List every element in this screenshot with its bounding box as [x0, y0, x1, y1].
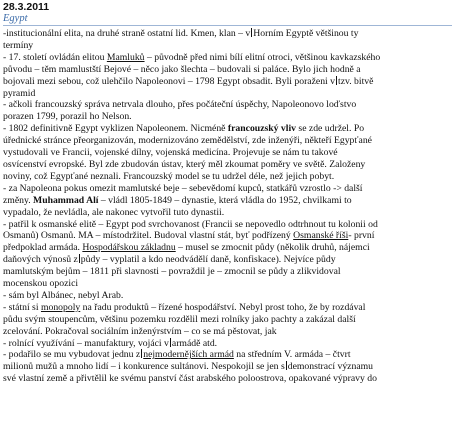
cursor-mark [170, 338, 171, 347]
text-run: – musel se zmocnit půdy (několik druhů, nájemci [175, 242, 370, 254]
text-line [3, 76, 452, 88]
text-run: mocenskou opozici [3, 278, 79, 290]
text-line [3, 195, 452, 207]
text-run: – původně před nimi bílí elitní otroci, většinou kavkazského [144, 51, 381, 63]
text-run: - 17. století ovládán elitou [3, 51, 107, 63]
text-line [3, 171, 452, 183]
text-line [3, 28, 452, 40]
text-run: termíny [3, 39, 34, 51]
text-line [3, 147, 452, 159]
title-heading: Egypt [3, 13, 452, 26]
text-line [3, 302, 452, 314]
text-line [3, 183, 452, 195]
text-run: zcelování. Pokračoval sociálním inženýrstvím – co se má pěstovat, jak [3, 325, 277, 337]
bold-text: francouzský vliv [227, 123, 296, 135]
text-run: mamlutským bejům – 1811 při slavnosti – povraždil je – zmocnil se půdy a zlikvidoval [3, 266, 341, 278]
text-line [3, 111, 452, 123]
text-run: milionů mužů a mnoho lidí – i konkurence sultánovi. Nespokojil se jen s [3, 361, 285, 373]
notes-body [3, 28, 452, 385]
underlined-text: monopoly [40, 301, 81, 313]
text-run: úřednické stránce přeorganizován, modernizováno zemědělství, zde inženýři, někteří Egypťané [3, 135, 372, 147]
document-page [0, 1, 455, 435]
text-line [3, 242, 452, 254]
text-line [3, 266, 452, 278]
text-run: - rolnící využívání – manufaktury, vojáci v [3, 337, 169, 349]
text-line [3, 52, 452, 64]
text-run: předpoklad armáda. [3, 242, 83, 254]
text-line [3, 230, 452, 242]
text-run: - první [348, 230, 375, 242]
text-line [3, 338, 452, 350]
text-line [3, 159, 452, 171]
text-run: na středním V. armáda – čtvrt [233, 349, 351, 361]
underlined-text: Hospodářskou základnu [82, 242, 176, 254]
underlined-text: nejmodernějších armád [143, 349, 234, 361]
text-run: původu – těm mamlustští Bejové – něco jako šlechta – budovali si paláce. Bylo jich hodně a [3, 63, 361, 75]
text-line [3, 373, 452, 385]
text-run: daňových výnosů z [3, 254, 78, 266]
text-run: své vlastní země a přivtělil ke svému panství část arabského poloostrova, opakované výpravy do [3, 373, 377, 385]
text-line [3, 64, 452, 76]
text-line [3, 99, 452, 111]
text-run: - podařilo se mu vybudovat jednu z [3, 349, 141, 361]
text-run: vypadalo, že nevládla, ale nakonec vytvořil tuto dynastii. [3, 206, 225, 218]
text-run: - 1802 definitivně Egypt vyklizen Napoleonem. Nicméně [3, 123, 228, 135]
text-line [3, 88, 452, 100]
text-run: noviny, což Egypťané neznali. Francouzský model se tu udržel déle, než jejich pobyt. [3, 170, 335, 182]
underlined-text: Mamluků [106, 51, 145, 63]
text-run: -institucionální elita, na druhé straně ostatní lid. Kmen, klan – v [3, 28, 251, 39]
cursor-mark [286, 361, 287, 370]
text-line [3, 349, 452, 361]
text-run: Osmanů) Osmanů. MA – místodržitel. Budoval vlastní stát, byť podřízený [3, 230, 294, 242]
text-run: - patřil k osmanské elitě – Egypt pod svrchovanost (Francii se nepovedlo odtrhnout tu kolonii od [3, 218, 378, 230]
text-run: demonstrací významu [287, 361, 373, 373]
date-heading: 28.3.2011 [3, 1, 50, 13]
text-line [3, 254, 452, 266]
text-run: půdu svým stoupencům, většinu pozemku rozdělil mezi rolníky jako pachty a zakázal další [3, 313, 356, 325]
text-line [3, 219, 452, 231]
cursor-mark [79, 254, 80, 263]
text-line [3, 278, 452, 290]
text-run: vystudovali ve Francii, vojenské dílny, vojenská medicína. Projevuje se nám tu takové [3, 147, 338, 159]
underlined-text: Osmanské říši [293, 230, 349, 242]
text-run: pyramid [3, 87, 36, 99]
bold-text: Muhammad Alí [33, 194, 99, 206]
text-run: - za Napoleona pokus omezit mamlutské beje – sebevědomí kupců, statkářů vzrostlo -> další [3, 182, 363, 194]
text-run: změny. [3, 194, 34, 206]
text-run: bojovali mezi sebou, což ulehčilo Napoleonovi – 1798 Egypt obsadit. Byli poraženi v [3, 75, 335, 87]
text-line [3, 361, 452, 373]
text-line [3, 290, 452, 302]
text-run: – vládl 1805-1849 – dynastie, která vládla do 1952, chvilkami to [98, 194, 352, 206]
text-run: půdy – vyplatil a kdo neodvádělí daně, konfiskace). Nejvíce půdy [80, 254, 336, 266]
text-run: se zde udržel. Po [296, 123, 365, 135]
text-run: tzv. bitvě [338, 75, 374, 87]
text-run: armádě atd. [171, 337, 218, 349]
text-run: porazen 1799, porazil ho Nelson. [3, 111, 132, 123]
text-run: - ačkoli francouzský správa netrvala dlouho, přes počáteční úspěchy, Napoleonovo loďstvo [3, 99, 357, 111]
text-line [3, 314, 452, 326]
text-line [3, 135, 452, 147]
text-run: na řadu produktů – řízené hospodářství. Nebyl prost toho, že by rozdával [80, 301, 366, 313]
text-run: Horním Egyptě většinou ty [253, 28, 359, 39]
text-run: osvícenství evropské. Byl zde zbudován ústav, který měl zkoumat poměry ve světě. Založeny [3, 158, 366, 170]
text-run: - státní si [3, 301, 41, 313]
text-run: - sám byl Albánec, nebyl Arab. [3, 289, 124, 301]
text-line [3, 326, 452, 338]
cursor-mark [336, 76, 337, 85]
text-line [3, 207, 452, 219]
text-line [3, 40, 452, 52]
text-line [3, 123, 452, 135]
